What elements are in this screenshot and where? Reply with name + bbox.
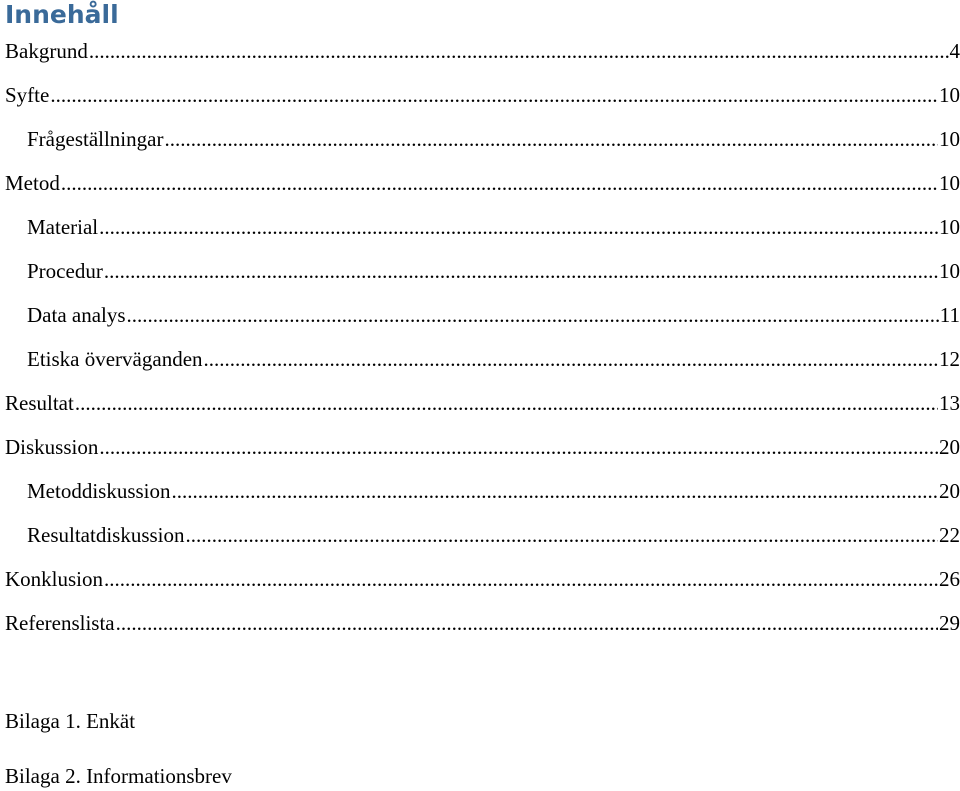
toc-entry-label: Bakgrund: [5, 36, 88, 66]
toc-entry-resultatdiskussion[interactable]: [5, 520, 960, 564]
toc-entry-fragestallningar[interactable]: [5, 124, 960, 168]
toc-dot-leader: [172, 476, 938, 506]
toc-page-number: 29: [939, 608, 960, 638]
toc-dot-leader: [116, 608, 938, 638]
toc-entry-label: Diskussion: [5, 432, 98, 462]
toc-entry-material[interactable]: [5, 212, 960, 256]
toc-page-number: 10: [939, 256, 960, 286]
toc-heading: Innehåll: [5, 0, 119, 32]
toc-dot-leader: [75, 388, 938, 418]
toc-page-number: 20: [939, 432, 960, 462]
toc-page-number: 26: [939, 564, 960, 594]
toc-entry-label: Data analys: [27, 300, 126, 330]
toc-entry-resultat[interactable]: [5, 388, 960, 432]
toc-dot-leader: [50, 80, 938, 110]
toc-page-number: 10: [939, 124, 960, 154]
toc-entry-label: Metod: [5, 168, 60, 198]
toc-entry-label: Etiska överväganden: [27, 344, 203, 374]
toc-entry-label: Material: [27, 212, 98, 242]
toc-dot-leader: [164, 124, 938, 154]
toc-page-number: 20: [939, 476, 960, 506]
toc-entry-data-analys[interactable]: [5, 300, 960, 344]
toc-page-number: 13: [939, 388, 960, 418]
toc-list: [5, 36, 960, 652]
toc-entry-procedur[interactable]: [5, 256, 960, 300]
toc-entry-label: Resultat: [5, 388, 74, 418]
toc-dot-leader: [104, 256, 938, 286]
toc-page-number: 11: [940, 300, 960, 330]
toc-dot-leader: [204, 344, 938, 374]
toc-entry-syfte[interactable]: [5, 80, 960, 124]
toc-dot-leader: [99, 432, 938, 462]
toc-entry-bakgrund[interactable]: [5, 36, 960, 80]
toc-entry-konklusion[interactable]: [5, 564, 960, 608]
toc-entry-label: Syfte: [5, 80, 49, 110]
toc-page-number: 10: [939, 80, 960, 110]
toc-page-number: 4: [950, 36, 960, 66]
toc-dot-leader: [127, 300, 939, 330]
toc-page-number: 10: [939, 212, 960, 242]
toc-dot-leader: [104, 564, 938, 594]
toc-entry-referenslista[interactable]: [5, 608, 960, 652]
toc-entry-diskussion[interactable]: [5, 432, 960, 476]
toc-entry-label: Frågeställningar: [27, 124, 163, 154]
toc-dot-leader: [186, 520, 938, 550]
toc-entry-etiska-overvaganden[interactable]: [5, 344, 960, 388]
toc-page-number: 10: [939, 168, 960, 198]
appendix-enkat: Bilaga 1. Enkät: [5, 706, 135, 736]
toc-entry-label: Resultatdiskussion: [27, 520, 185, 550]
toc-dot-leader: [99, 212, 938, 242]
toc-page-number: 22: [939, 520, 960, 550]
toc-page-number: 12: [939, 344, 960, 374]
toc-dot-leader: [89, 36, 949, 66]
toc-entry-label: Procedur: [27, 256, 103, 286]
toc-entry-metod[interactable]: [5, 168, 960, 212]
appendix-informationsbrev: Bilaga 2. Informationsbrev: [5, 761, 232, 791]
toc-dot-leader: [61, 168, 938, 198]
toc-entry-label: Metoddiskussion: [27, 476, 171, 506]
toc-entry-label: Konklusion: [5, 564, 103, 594]
toc-entry-label: Referenslista: [5, 608, 115, 638]
toc-entry-metoddiskussion[interactable]: [5, 476, 960, 520]
